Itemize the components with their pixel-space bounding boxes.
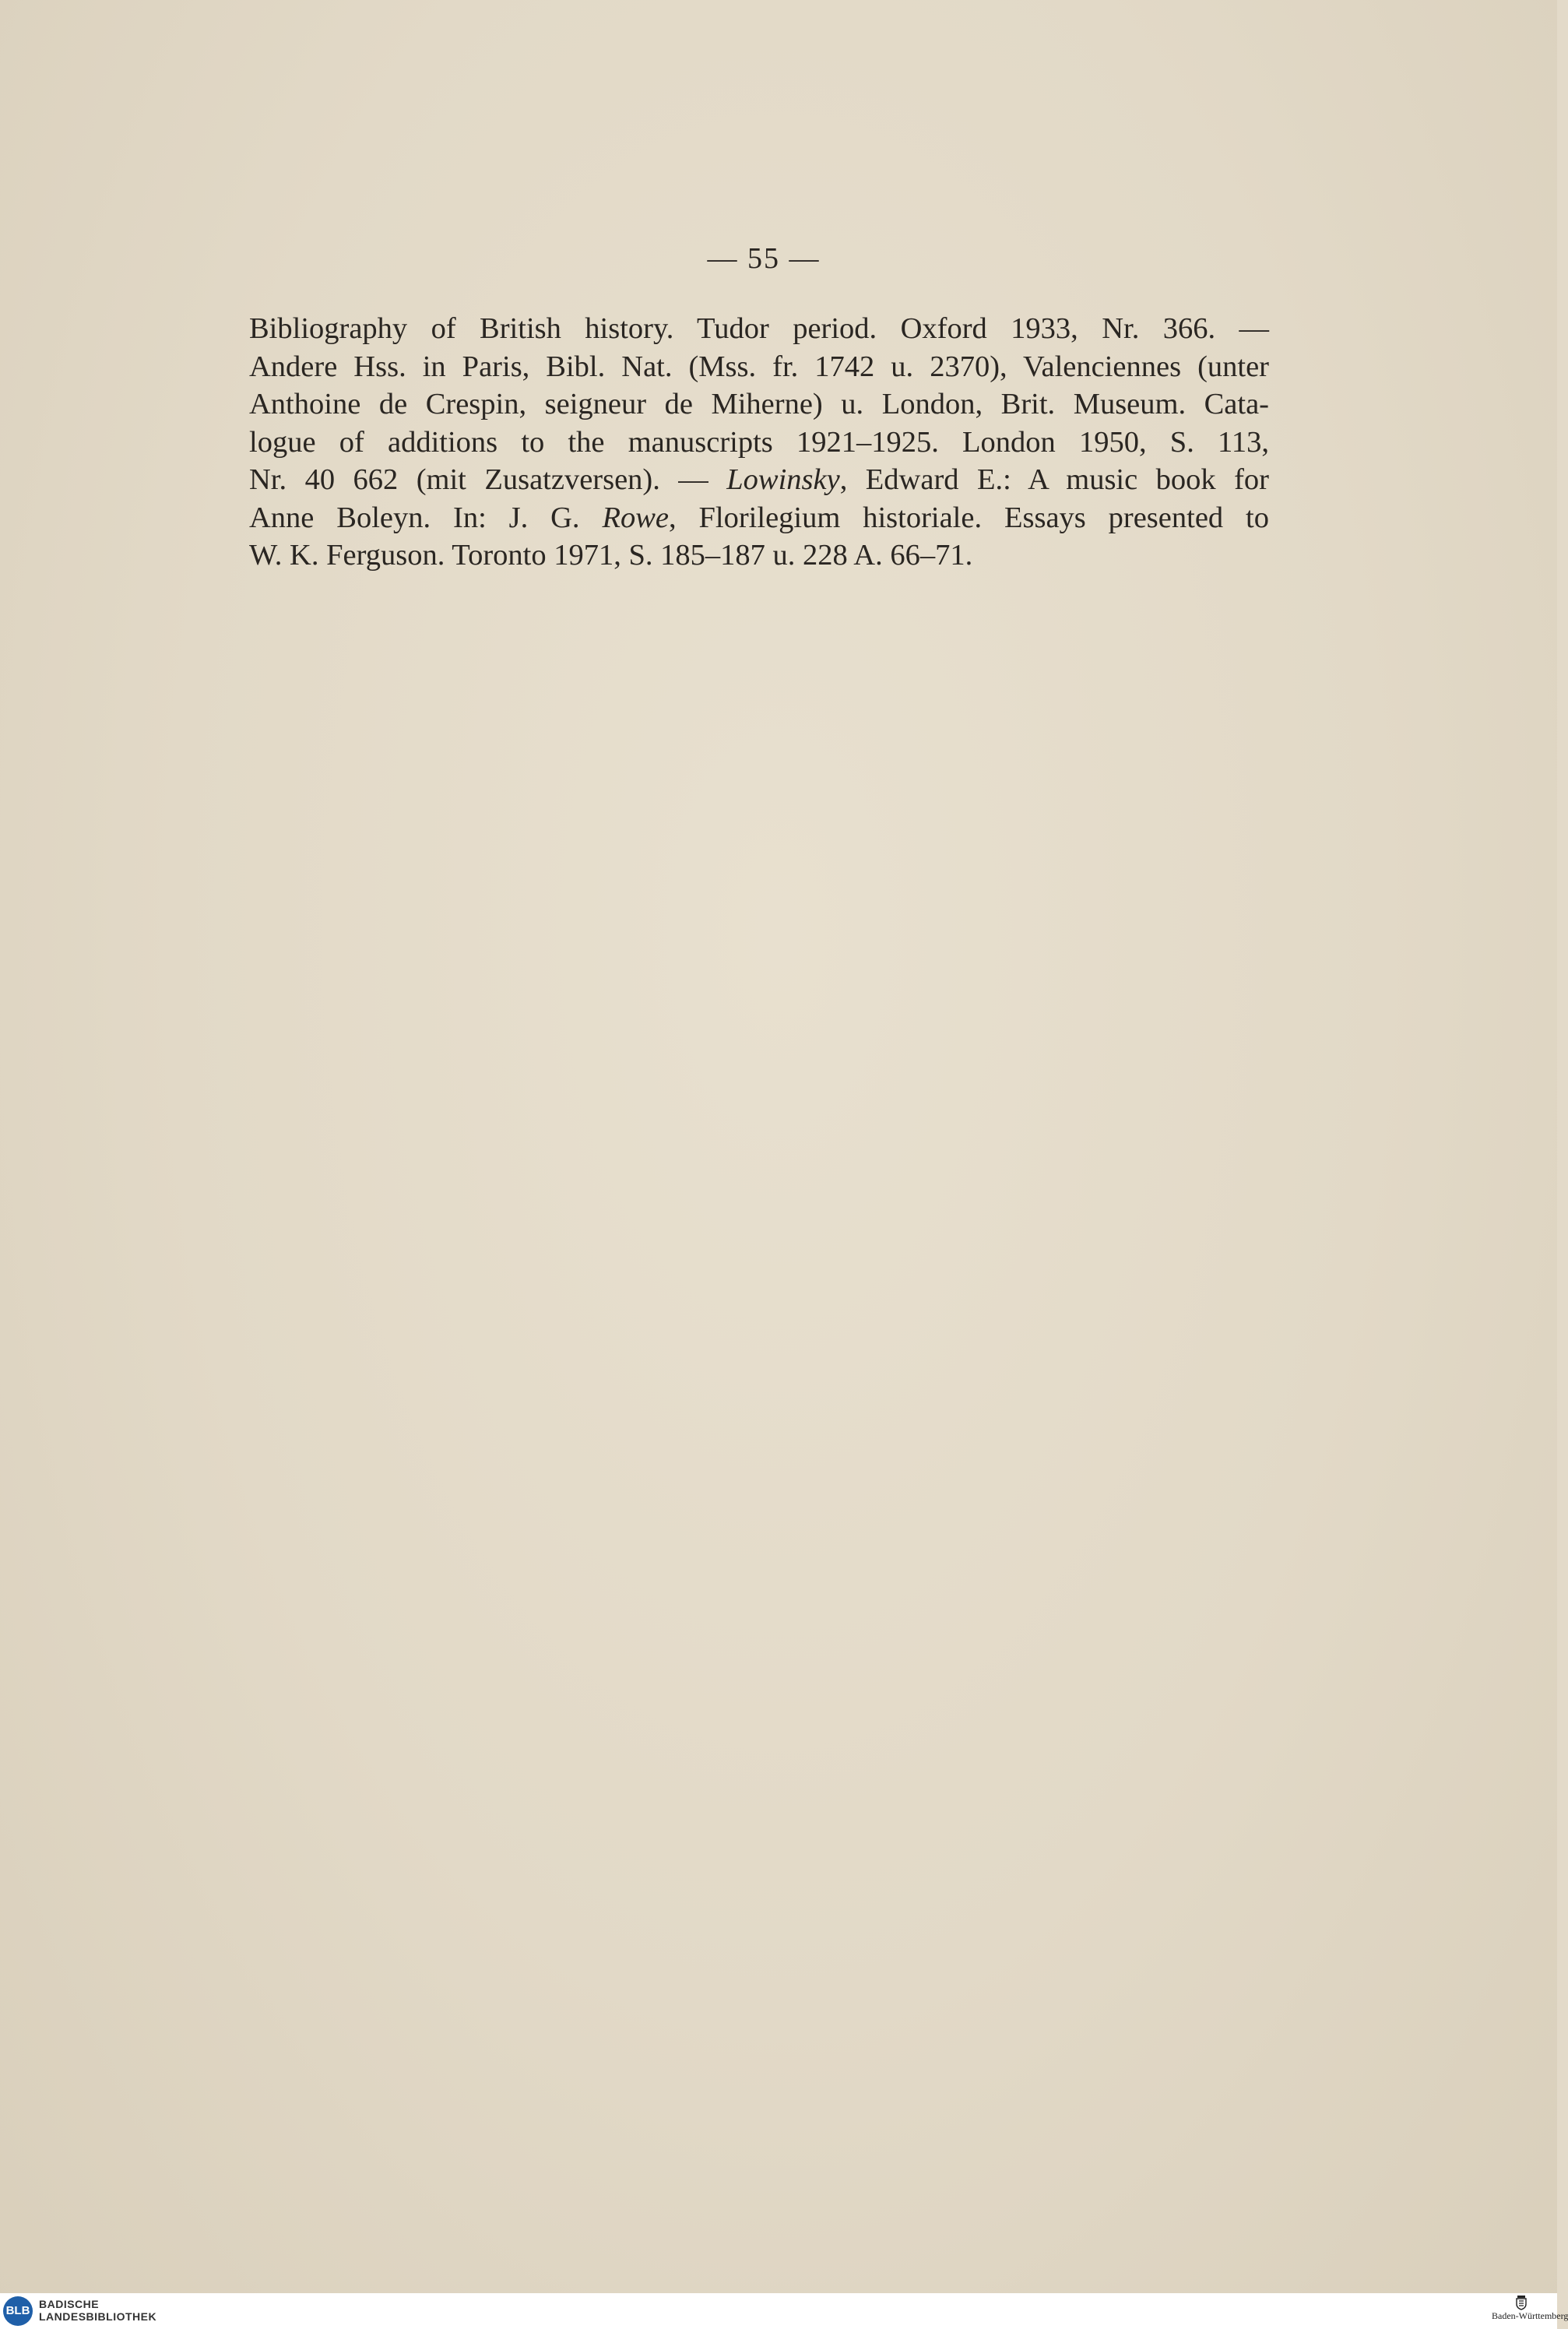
library-logo-icon[interactable]: BLB xyxy=(3,2296,33,2326)
text-line-6 xyxy=(249,499,1269,537)
state-logo[interactable] xyxy=(1492,2295,1568,2327)
text-line-5 xyxy=(249,461,1269,499)
footer-bar xyxy=(0,2293,1568,2329)
text-line-6-end: , Florilegium historiale. Essays presented to xyxy=(669,501,1269,534)
text-line-1: Bibliography of British history. Tudor period. Oxford 1933, Nr. 366. — xyxy=(249,312,1269,345)
text-line-5-start: Nr. 40 662 (mit Zusatzversen). — xyxy=(249,463,727,496)
state-crest-icon xyxy=(1515,2295,1528,2310)
state-logo-label: Baden-Württemberg xyxy=(1492,2310,1568,2321)
body-paragraph xyxy=(249,310,1269,575)
text-line-4: logue of additions to the manuscripts 1921–1925. London 1950, S. 113, xyxy=(249,425,1269,459)
library-name-line-1: BADISCHE xyxy=(39,2298,100,2310)
text-line-6-start: Anne Boleyn. In: J. G. xyxy=(249,501,603,534)
text-line-7: W. K. Ferguson. Toronto 1971, S. 185–187 u. 228 A. 66–71. xyxy=(249,539,973,572)
page-number: — 55 — xyxy=(707,242,821,275)
text-line-2: Andere Hss. in Paris, Bibl. Nat. (Mss. fr. 1742 u. 2370), Valenciennes (unter xyxy=(249,350,1269,383)
author-name-rowe: Rowe xyxy=(602,501,669,534)
text-line-5-end: , Edward E.: A music book for xyxy=(839,463,1269,496)
library-name-line-2: LANDESBIBLIOTHEK xyxy=(39,2310,157,2323)
text-line-3: Anthoine de Crespin, seigneur de Miherne) u. London, Brit. Museum. Cata- xyxy=(249,388,1269,420)
library-name[interactable] xyxy=(39,2298,156,2323)
author-name-lowinsky: Lowinsky xyxy=(726,463,840,496)
